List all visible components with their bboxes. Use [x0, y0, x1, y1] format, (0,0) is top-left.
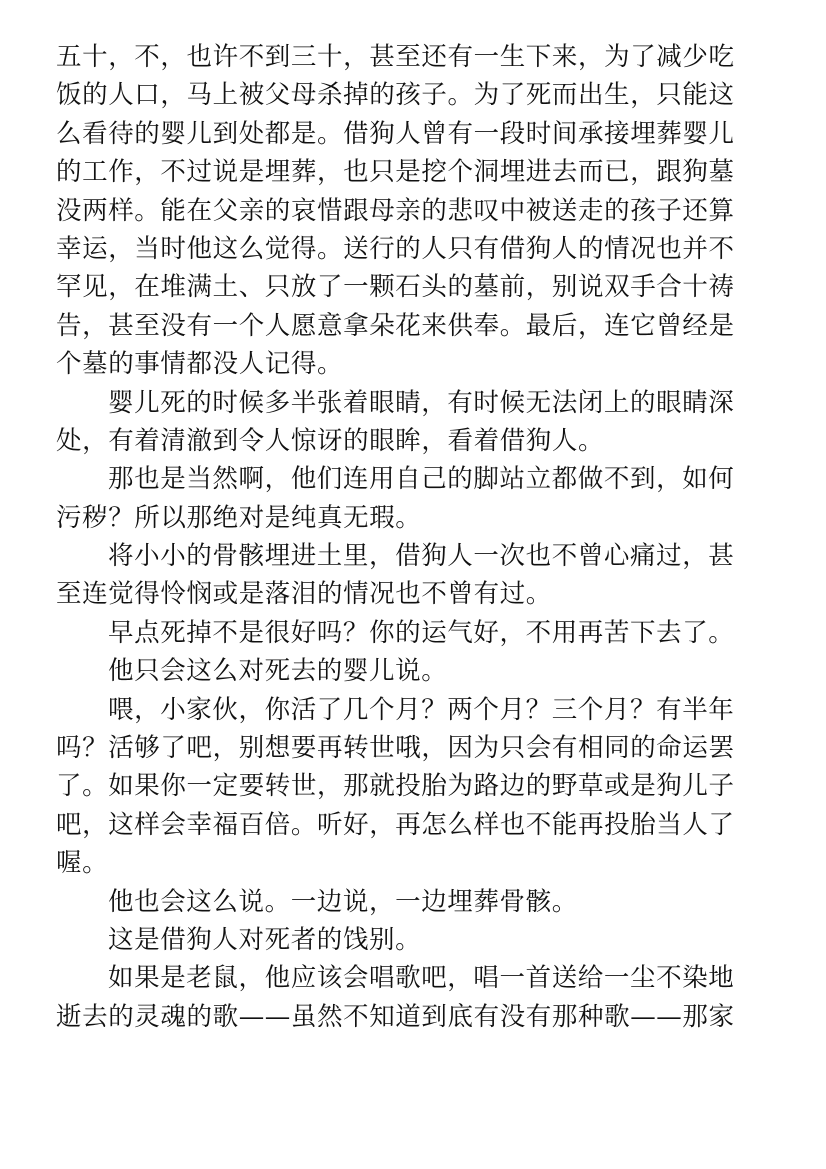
- paragraph-first-line: 婴儿死的时候多半张着眼睛，有时候无法闭上的眼睛深: [108, 387, 735, 418]
- text-line: 喔。: [56, 848, 109, 879]
- text-line: 五十，不，也许不到三十，甚至还有一生下来，为了减少吃: [56, 42, 735, 72]
- text-line: 告，甚至没有一个人愿意拿朵花来供奉。最后，连它曾经是: [56, 310, 735, 341]
- text-line: 吧，这样会幸福百倍。听好，再怎么样也不能再投胎当人了: [56, 809, 735, 840]
- text-line: 了。如果你一定要转世，那就投胎为路边的野草或是狗儿子: [56, 771, 735, 802]
- paragraph-first-line: 他只会这么对死去的婴儿说。: [108, 656, 448, 687]
- text-line: 逝去的灵魂的歌——虽然不知道到底有没有那种歌——那家: [56, 1001, 735, 1032]
- text-line: 罕见，在堆满土、只放了一颗石头的墓前，别说双手合十祷: [56, 272, 735, 303]
- document-page: [56, 38, 752, 1036]
- text-line: 饭的人口，马上被父母杀掉的孩子。为了死而出生，只能这: [56, 80, 735, 111]
- paragraph-first-line: 这是借狗人对死者的饯别。: [108, 924, 422, 955]
- text-line: 个墓的事情都没人记得。: [56, 349, 344, 380]
- paragraph-first-line: 他也会这么说。一边说，一边埋葬骨骸。: [108, 886, 578, 917]
- text-line: 污秽？所以那绝对是纯真无瑕。: [56, 502, 422, 533]
- text-line: 幸运，当时他这么觉得。送行的人只有借狗人的情况也并不: [56, 233, 735, 264]
- text-line: 么看待的婴儿到处都是。借狗人曾有一段时间承接埋葬婴儿: [56, 118, 735, 149]
- text-line: 处，有着清澈到令人惊讶的眼眸，看着借狗人。: [56, 425, 605, 456]
- paragraph-first-line: 那也是当然啊，他们连用自己的脚站立都做不到，如何: [108, 464, 735, 495]
- text-line: 至连觉得怜悯或是落泪的情况也不曾有过。: [56, 579, 552, 610]
- paragraph-first-line: 早点死掉不是很好吗？你的运气好，不用再苦下去了。: [108, 617, 735, 648]
- text-line: 吗？活够了吧，别想要再转世哦，因为只会有相同的命运罢: [56, 733, 735, 764]
- paragraph-first-line: 如果是老鼠，他应该会唱歌吧，唱一首送给一尘不染地: [108, 963, 735, 994]
- paragraph-first-line: 喂，小家伙，你活了几个月？两个月？三个月？有半年: [108, 694, 735, 725]
- text-line: 没两样。能在父亲的哀惜跟母亲的悲叹中被送走的孩子还算: [56, 195, 735, 226]
- paragraph-first-line: 将小小的骨骸埋进土里，借狗人一次也不曾心痛过，甚: [108, 541, 735, 572]
- text-line: 的工作，不过说是埋葬，也只是挖个洞埋进去而已，跟狗墓: [56, 157, 735, 188]
